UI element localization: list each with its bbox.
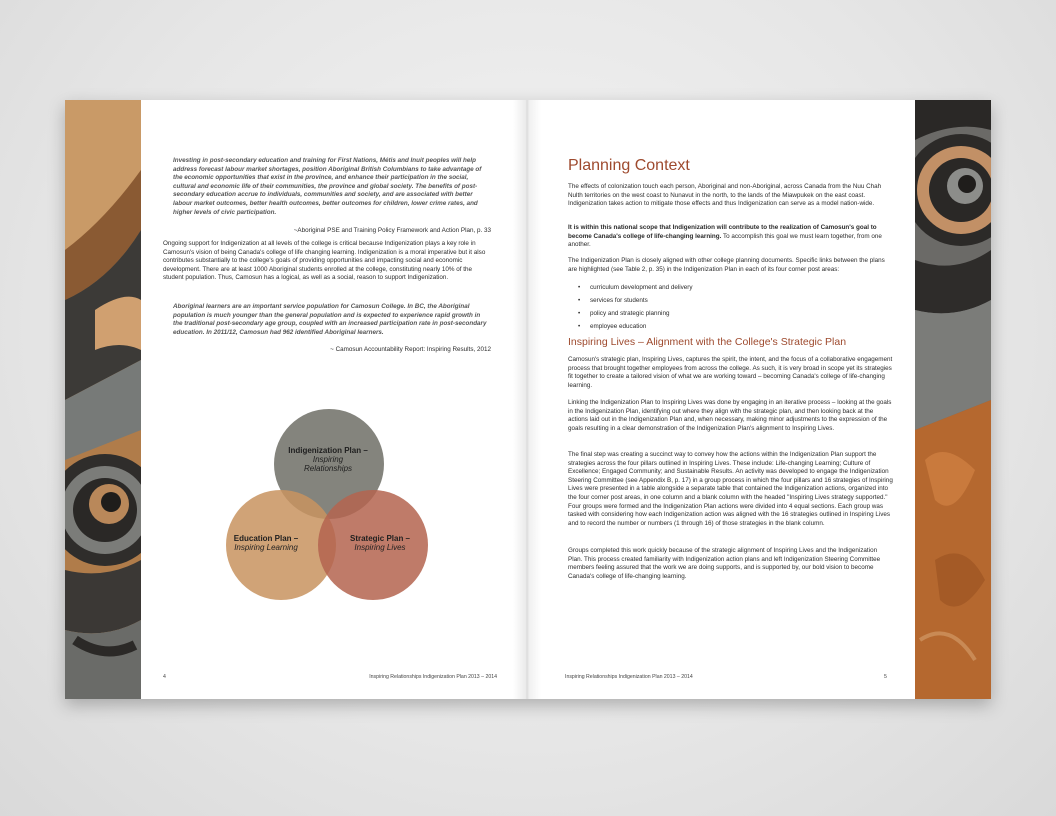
right-page-number: 5 <box>884 674 887 680</box>
left-artwork-image <box>65 100 141 699</box>
list-item: • services for students <box>568 294 868 307</box>
list-item: • employee education <box>568 320 868 333</box>
venn-top-sub1: Inspiring <box>312 455 344 464</box>
context-paragraph-2 <box>568 224 893 250</box>
learners-quote-attribution: ~ Camosun Accountability Report: Inspiring Results, 2012 <box>330 346 491 353</box>
strategic-paragraph-4: Groups completed this work quickly because of the strategic alignment of Inspiring Lives and the Indigenization Plan. This process created familiarity with Indigenization action plans and left Indigenization Steering Committee members feeling assured that the work we are doing supports, and is supported by, our bold vision to become Canada's college of life-changing learning. <box>568 547 881 580</box>
venn-right-title: Strategic Plan – <box>349 534 411 543</box>
venn-left-sub: Inspiring Learning <box>234 543 298 552</box>
venn-top-title: Indigenization Plan – <box>288 446 368 455</box>
strategic-paragraph-1: Camosun's strategic plan, Inspiring Lives, captures the spirit, the intent, and the focus of a collaborative engagement process that brought together employees from across the college. As such, it is very broad in scope yet its strategies fit together to create a tailored vision of what we are working toward – becoming Canada's college of life-changing learning. <box>568 356 893 389</box>
support-paragraph: Ongoing support for Indigenization at all levels of the college is critical because Indigenization plays a key role in Camosun's vision of being Canada's college of life changing learning. Indigenization is a moral imperative but it also contributes substantially to the college's goals of providing opportunities and impacting social and economic development. There are at least 1000 Aboriginal students enrolled at the college, constituting nearly 10% of the student population. Thus, Camosun has a logical, as well as a social, reason to support Indigenization. <box>163 240 486 282</box>
right-artwork-image <box>915 100 991 699</box>
venn-label-indigenization <box>273 446 383 473</box>
learners-quote: Aboriginal learners are an important service population for Camosun College. In BC, the Aboriginal population is much younger than the general population and is expected to experience rapid growth in the traditional post-secondary age group, coupled with an increased participation rate in post-secondary education. In 2011/12, Camosun had 962 identified Aboriginal learners. <box>173 303 487 336</box>
right-artwork-panel <box>915 100 991 699</box>
section-subtitle: Inspiring Lives – Alignment with the College's Strategic Plan <box>568 336 847 348</box>
right-page <box>527 100 915 699</box>
left-page <box>141 100 527 699</box>
list-item: • policy and strategic planning <box>568 307 868 320</box>
intro-quote-attribution: ~Aboriginal PSE and Training Policy Framework and Action Plan, p. 33 <box>293 227 491 234</box>
plans-venn-diagram <box>223 405 433 605</box>
strategic-paragraph-3: The final step was creating a succinct way to convey how the actions within the Indigenization Plan support the strategies across the four pillars outlined in Inspiring Lives. These include: Life-changing Learning; Culture of Excellence; Engaged Community; and Sustainable Results. An activity was developed to engage the Indigenization Steering Committee (see Appendix B, p. 17) in a group process in which the four pillars and 16 strategies of Inspiring Lives were presented in a table alongside a separate table that contained the Indigenization actions, organized into the four corner post areas, in one column and a blank column with the headed "Inspiring Lives strategy supported." Four groups were formed and the Indigenization Plan actions were divided into 4 equal sections. Each group was tasked with considering how each Indigenization action was aligned with the 16 strategies outlined in Inspiring Lives and to record the number or numbers (1 through 16) of those strategies in the blank column. <box>568 451 893 527</box>
context-paragraph-1: The effects of colonization touch each person, Aboriginal and non-Aboriginal, across Canada from the Nuu Chah Nulth territories on the west coast to Nunavut in the north, to the lands of the Miawpukek on the east coast. Indigenization takes action to mitigate those effects and thus Indigenization can serve as a model nation-wide. <box>568 183 882 208</box>
left-artwork-panel <box>65 100 141 699</box>
intro-quote: Investing in post-secondary education and training for First Nations, Métis and Inuit peoples will help address forecast labour market shortages, position Aboriginal British Columbians to take advantage of the economic opportunities that exist in the province, and enhance their participation in the social, cultural and economic life of their communities, the province and global society. The benefits of post-secondary education accrue to individuals, communities and society, and are associated with better labour market outcomes, better health outcomes, better outcomes for children, lower crime rates, and higher levels of civic participation. <box>173 157 482 216</box>
brochure-spread <box>65 100 991 699</box>
context-paragraph-2-rest: To accomplish this goal we must learn together, from one another. <box>568 232 882 249</box>
venn-left-title: Education Plan – <box>233 534 299 543</box>
list-item: • curriculum development and delivery <box>568 281 868 294</box>
page-title: Planning Context <box>568 157 690 174</box>
corner-post-list <box>568 281 868 333</box>
context-paragraph-3: The Indigenization Plan is closely aligned with other college planning documents. Specific links between the plans are highlighted (see Table 2, p. 35) in the Indigenization Plan in each of its four corner post areas: <box>568 257 885 273</box>
strategic-paragraph-2: Linking the Indigenization Plan to Inspiring Lives was done by engaging in an iterative process – looking at the goals in the Indigenization Plan, identifying out where they align with the strategic plan, and then looking back at the actions laid out in the Indigenization Plan and, when necessary, making minor adjustments to the expression of the goals resulting in a clear demonstration of the Indigenization Plan's alignment to Inspiring Lives. <box>568 399 892 432</box>
venn-label-education <box>221 534 311 552</box>
context-paragraph-2-bold: It is within this national scope that Indigenization will contribute to the realization of Camosun's goal to become Canada's college of life-changing learning. <box>568 224 877 240</box>
right-page-footer: Inspiring Relationships Indigenization Plan 2013 – 2014 <box>565 674 693 680</box>
left-page-number: 4 <box>163 674 166 680</box>
venn-label-strategic <box>335 534 425 552</box>
venn-top-sub2: Relationships <box>303 464 353 473</box>
venn-right-sub: Inspiring Lives <box>354 543 406 552</box>
left-page-footer: Inspiring Relationships Indigenization Plan 2013 – 2014 <box>369 674 497 680</box>
